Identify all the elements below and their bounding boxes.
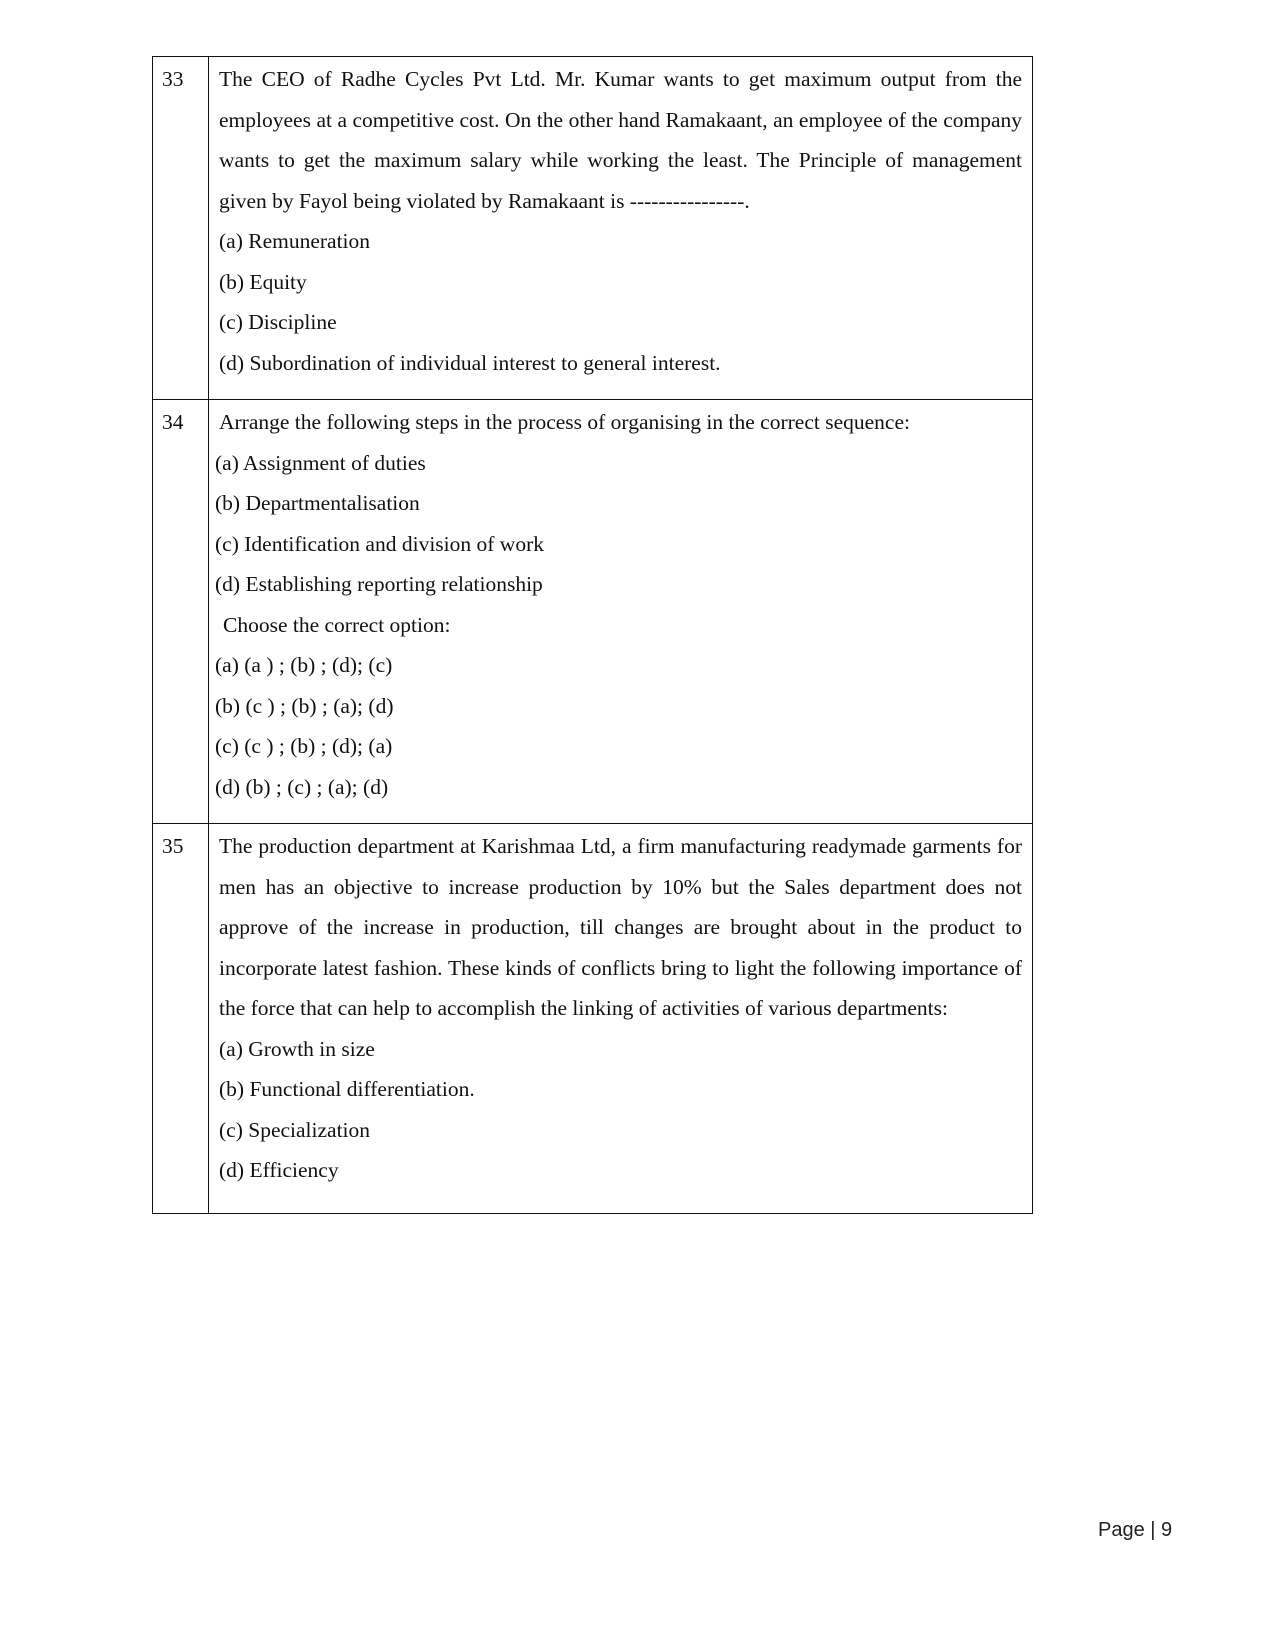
question-table	[152, 56, 1033, 1214]
option-b: (b) (c ) ; (b) ; (a); (d)	[215, 693, 394, 718]
option-b: (b) Equity	[219, 269, 307, 294]
question-number: 34	[162, 410, 184, 434]
page-number: Page | 9	[1098, 1519, 1173, 1541]
option-c: (c) Discipline	[219, 310, 337, 334]
question-number: 35	[162, 834, 184, 858]
instruction-text: Choose the correct option:	[223, 612, 451, 637]
option-a: (a) Remuneration	[219, 229, 371, 253]
question-text: The CEO of Radhe Cycles Pvt Ltd. Mr. Kumar wants to get maximum output from the employees at a competitive cost. On the other hand Ramakaant, an employee of the company wants to get the maximum salary while working the least. The Principle of management given by Fayol being violated by Ramakaant is ----------------.	[219, 67, 1022, 213]
option-a: (a) (a ) ; (b) ; (d); (c)	[215, 653, 393, 677]
option-d: (d) Subordination of individual interest to general interest.	[219, 350, 721, 375]
question-text: Arrange the following steps in the process of organising in the correct sequence:	[219, 410, 910, 434]
option-b: (b) Functional differentiation.	[219, 1077, 475, 1101]
option-d: (d) Efficiency	[219, 1158, 339, 1182]
question-row	[153, 57, 1033, 400]
option-a: (a) Growth in size	[219, 1036, 375, 1061]
option-c: (c) Specialization	[219, 1117, 371, 1142]
question-row	[153, 824, 1033, 1214]
step-c: (c) Identification and division of work	[215, 531, 544, 556]
step-a: (a) Assignment of duties	[215, 450, 426, 475]
question-number: 33	[162, 67, 184, 91]
step-d: (d) Establishing reporting relationship	[215, 572, 543, 596]
question-text: The production department at Karishmaa Ltd, a firm manufacturing readymade garments for men has an objective to increase production by 10% but the Sales department does not approve of the increase in production, till changes are brought about in the product to incorporate latest fashion. These kinds of conflicts bring to light the following importance of the force that can help to accomplish the linking of activities of various departments:	[219, 834, 1022, 1020]
option-d: (d) (b) ; (c) ; (a); (d)	[215, 774, 389, 799]
step-b: (b) Departmentalisation	[215, 491, 420, 515]
option-c: (c) (c ) ; (b) ; (d); (a)	[215, 734, 393, 758]
question-row	[153, 400, 1033, 824]
